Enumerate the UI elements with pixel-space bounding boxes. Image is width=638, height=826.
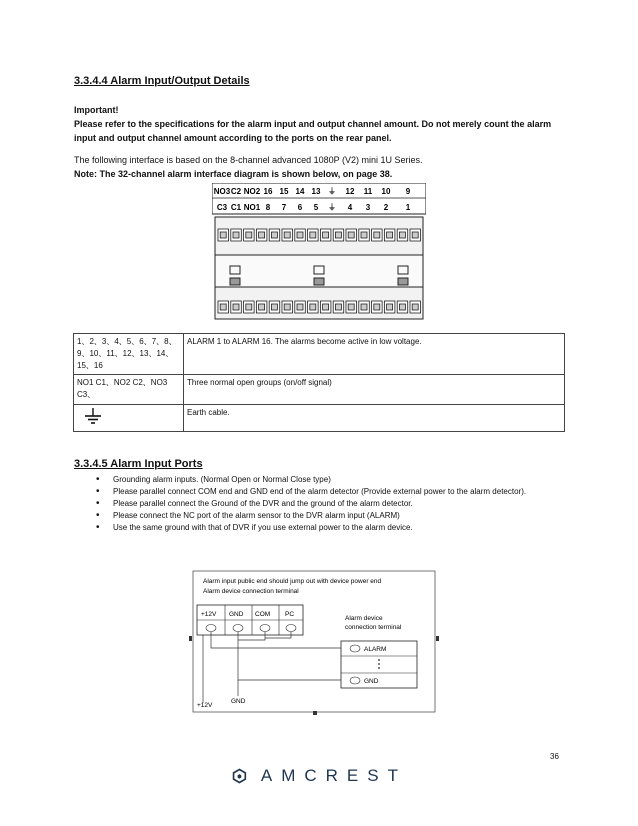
page-number: 36 [550,752,559,761]
terminal-screw [233,232,239,238]
table-cell-desc: ALARM 1 to ALARM 16. The alarms become active in low voltage. [184,334,565,375]
connector-bottom-label: 3 [365,203,371,212]
table-cell-port: NO1 C1、NO2 C2、NO3 C3、 [74,375,184,405]
terminal-pc: PC [285,611,295,618]
diagram-note [74,167,574,181]
terminal-screw [246,232,252,238]
connector-top-label: ⏚ [328,187,336,196]
device-label-2: connection terminal [345,624,402,631]
connector-top-label: 11 [363,187,373,196]
connector-bottom-label: NO1 [243,203,261,212]
table-cell-desc: Earth cable. [184,405,565,432]
connector-bottom-label: 5 [313,203,319,212]
terminal-screw [284,232,290,238]
terminal-screw [387,304,393,310]
brand-wordmark: AMCREST [260,766,407,785]
alarm-connector-diagram [212,183,426,321]
alarm-wiring-diagram [189,568,439,716]
device-gnd-label: GND [364,678,379,685]
terminal-screw [387,232,393,238]
terminal-12v: +12V [201,611,217,618]
terminal-screw [220,232,226,238]
terminal-screw [271,232,277,238]
terminal-screw [310,304,316,310]
connector-bottom-label: 8 [265,203,271,212]
terminal-screw [348,232,354,238]
table-cell-desc: Three normal open groups (on/off signal) [184,375,565,405]
terminal-screw [297,304,303,310]
important-text: Please refer to the specifications for the alarm input and output channel amount. Do not merely count the alarm input and output channel amount according to the ports on the rear panel. [74,119,552,143]
wiring-title-2: Alarm device connection terminal [203,588,299,595]
alarm-input-bullets [96,474,566,534]
note-text: Note: The 32-channel alarm interface diagram is shown below, on page 38 [74,169,390,179]
amcrest-logo-icon [232,764,247,788]
connector-bottom-label: C1 [230,203,242,212]
terminal-gnd: GND [229,611,244,618]
terminal-screw [361,232,367,238]
connector-top-label: 15 [279,187,289,196]
terminal-screw [259,232,265,238]
terminal-screw [348,304,354,310]
connector-bottom-label: C3 [216,203,228,212]
connector-top-label: 13 [311,187,321,196]
wiring-title-1: Alarm input public end should jump out with device power end [203,578,382,585]
connector-bottom-label: 6 [297,203,303,212]
interface-note: The following interface is based on the 8-channel advanced 1080P (V2) mini 1U Series. [74,155,423,165]
connector-top-label: 12 [345,187,355,196]
device-alarm-label: ALARM [364,646,387,653]
terminal-screw [399,304,405,310]
connector-top-label: 14 [295,187,305,196]
table-cell-port: 1、2、3、4、5、6、7、8、9、10、11、12、13、14、15、16 [74,334,184,375]
connector-bottom-label: 7 [281,203,287,212]
terminal-com: COM [255,611,271,618]
terminal-screw [297,232,303,238]
terminal-screw [323,232,329,238]
connector-top-label: 16 [263,187,273,196]
terminal-screw [284,304,290,310]
table-cell-port [74,405,184,432]
list-item: • Please parallel connect COM end and GND end of the alarm detector (Provide external power to the alarm detector). [96,486,566,498]
table-row [74,405,565,432]
terminal-screw [310,232,316,238]
terminal-screw [374,232,380,238]
connector-top-label: C2 [230,187,242,196]
connector-bottom-label: 2 [383,203,389,212]
list-item: • Use the same ground with that of DVR if you use external power to the alarm device. [96,522,566,534]
list-item: • Please parallel connect the Ground of the DVR and the ground of the alarm detector. [96,498,566,510]
terminal-screw [246,304,252,310]
terminal-screw [399,232,405,238]
note-period: . [389,169,393,179]
connector-bottom-label: 1 [405,203,411,212]
connector-bottom-label: 4 [347,203,353,212]
terminal-screw [259,304,265,310]
important-label: Important! [74,105,119,115]
section-heading-alarm-io: 3.3.4.4 Alarm Input/Output Details [74,75,250,87]
terminal-screw [220,304,226,310]
table-row [74,334,565,375]
connector-top-label: 9 [405,187,411,196]
terminal-screw [374,304,380,310]
list-item: • Grounding alarm inputs. (Normal Open or Normal Close type) [96,474,566,486]
bottom-12v-label: +12V [197,702,213,709]
device-label-1: Alarm device [345,615,383,622]
terminal-screw [412,232,418,238]
terminal-screw [233,304,239,310]
terminal-screw [361,304,367,310]
terminal-screw [323,304,329,310]
bottom-gnd-label: GND [231,698,246,705]
table-row [74,375,565,405]
terminal-screw [335,232,341,238]
terminal-screw [271,304,277,310]
alarm-ports-table [73,333,565,432]
connector-top-label: NO3 [213,187,231,196]
section-heading-alarm-input: 3.3.4.5 Alarm Input Ports [74,458,203,470]
connector-bottom-label: ⏚ [328,203,336,212]
amcrest-logo [232,764,407,788]
terminal-screw [335,304,341,310]
ground-symbol-icon [83,407,103,425]
connector-top-label: NO2 [243,187,261,196]
list-item: • Please connect the NC port of the alarm sensor to the DVR alarm input (ALARM) [96,510,566,522]
terminal-screw [412,304,418,310]
connector-top-label: 10 [381,187,391,196]
